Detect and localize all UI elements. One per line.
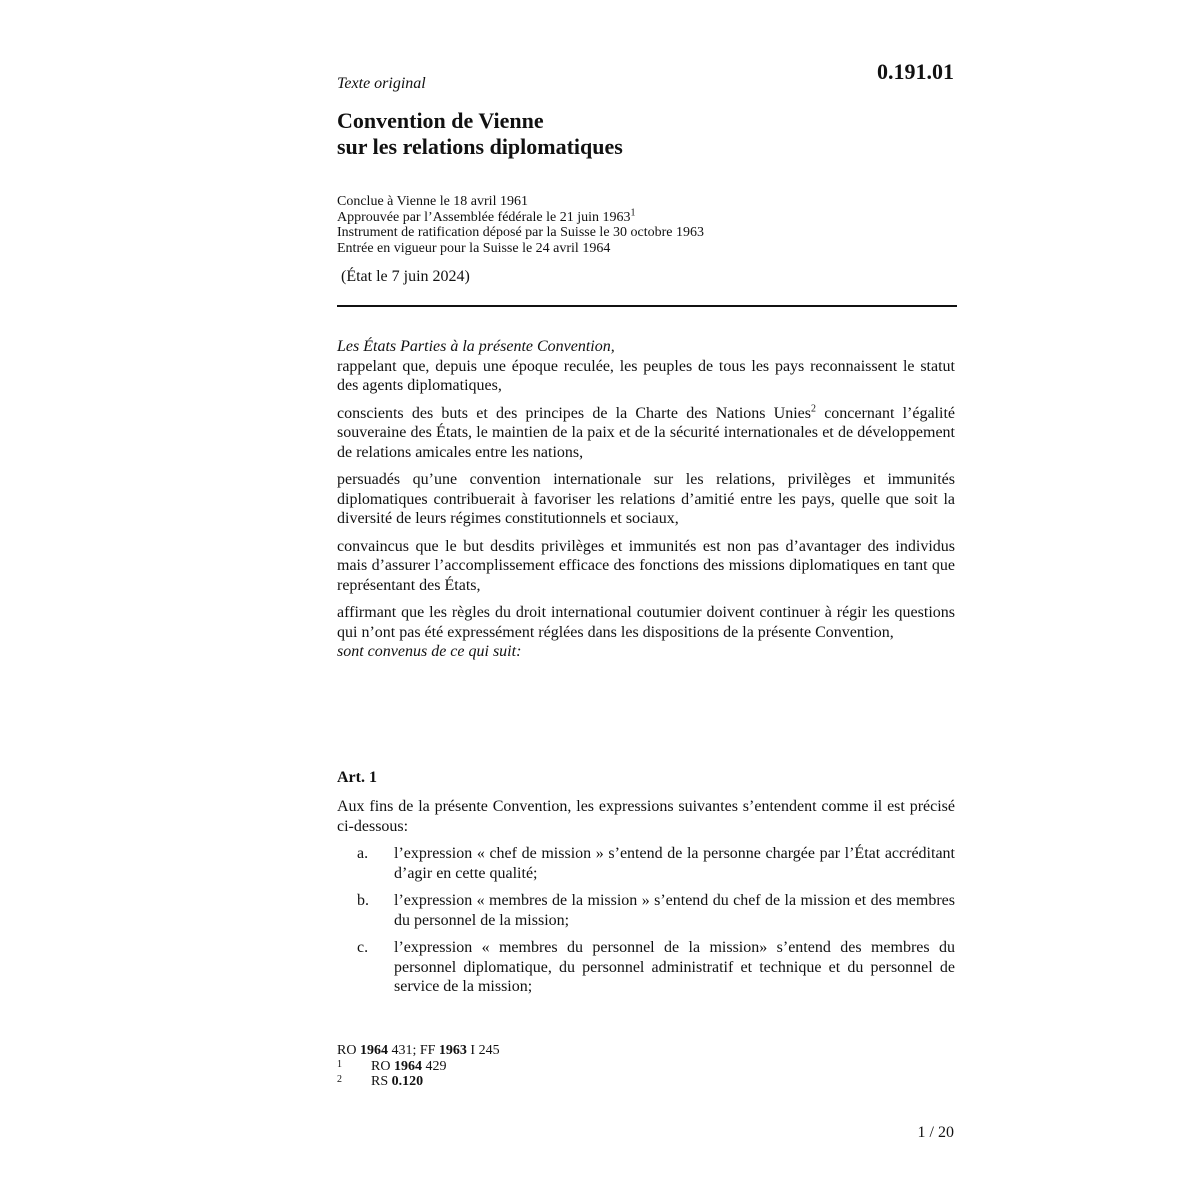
footnote-1 <box>337 1059 955 1075</box>
meta-approved: Approuvée par l’Assemblée fédérale le 21 juin 1963$^1$ <box>337 206 636 225</box>
meta-ratification: Instrument de ratification déposé par la Suisse le 30 octobre 1963 <box>337 225 705 240</box>
item-letter: a. <box>357 845 369 862</box>
preamble <box>337 337 955 670</box>
item-letter: b. <box>357 892 369 909</box>
preamble-paragraph-3: persuadés qu’une convention internationale sur les relations, privilèges et immunités diplomatiques contribuerait à favoriser les relations d’amitié entre les pays, quelle que soit la diversité de leurs régimes constitutionnels et sociaux, <box>337 471 955 527</box>
footnote-number: 1 <box>337 1058 342 1070</box>
sr-number: 0.191.01 <box>877 59 954 84</box>
preamble-intro: Les États Parties à la présente Convention, <box>337 338 615 355</box>
preamble-paragraph-5: affirmant que les règles du droit international coutumier doivent continuer à régir les questions qui n’ont pas été expressément réglées dans les dispositions de la présente Convention, <box>337 604 955 641</box>
article-1-item-a <box>337 844 955 883</box>
title-line-1: Convention de Vienne <box>337 108 544 133</box>
article-1-body <box>337 797 955 1005</box>
preamble-paragraph-2: conscients des buts et des principes de la Charte des Nations Unies$^2$ concernant l’égalité souveraine des États, le maintien de la paix et de la sécurité internationales et de développement de relations amicales entre les nations, <box>337 403 955 461</box>
source-reference: RO 1964 431; FF 1963 I 245 <box>337 1043 500 1058</box>
footnote-2 <box>337 1074 955 1090</box>
article-1-intro: Aux fins de la présente Convention, les expressions suivantes s’entendent comme il est précisé ci-dessous: <box>337 798 955 835</box>
footnote-text: RS 0.120 <box>371 1074 424 1089</box>
state-date: (État le 7 juin 2024) <box>341 268 470 285</box>
original-text-label: Texte original <box>337 75 426 92</box>
preamble-paragraph-1: rappelant que, depuis une époque reculée, les peuples de tous les pays reconnaissent le statut des agents diplomatiques, <box>337 357 955 394</box>
footnote-ref-2[interactable]: 2 <box>811 403 817 415</box>
preamble-closing: sont convenus de ce qui suit: <box>337 643 522 660</box>
item-text: l’expression « membres de la mission » s’entend du chef de la mission et des membres du personnel de la mission; <box>394 892 955 929</box>
article-1-item-c <box>337 938 955 997</box>
footnote-ref-1[interactable]: 1 <box>630 206 636 218</box>
article-1-title: Art. 1 <box>337 769 377 786</box>
preamble-paragraph-4: convaincus que le but desdits privilèges et immunités est non pas d’avantager des individus mais d’assurer l’accomplissement efficace des fonctions des missions diplomatiques en tant que représentant des États, <box>337 537 955 594</box>
item-letter: c. <box>357 939 369 956</box>
page-number: 1 / 20 <box>917 1124 954 1141</box>
item-text: l’expression « membres du personnel de la mission» s’entend des membres du personnel diplomatique, du personnel administratif et technique et du personnel de service de la mission; <box>394 939 955 995</box>
article-1-item-b <box>337 891 955 930</box>
footnotes <box>337 1043 955 1090</box>
document-metadata <box>337 194 955 256</box>
meta-entry: Entrée en vigueur pour la Suisse le 24 avril 1964 <box>337 240 611 256</box>
meta-concluded: Conclue à Vienne le 18 avril 1961 <box>337 194 528 209</box>
header-divider <box>337 305 957 307</box>
title-line-2: sur les relations diplomatiques <box>337 134 623 159</box>
document-title <box>337 108 955 160</box>
footnote-text: RO 1964 429 <box>371 1058 447 1074</box>
item-text: l’expression « chef de mission » s’entend de la personne chargée par l’État accréditant d’agir en cette qualité; <box>394 845 955 882</box>
footnote-number: 2 <box>337 1074 342 1085</box>
